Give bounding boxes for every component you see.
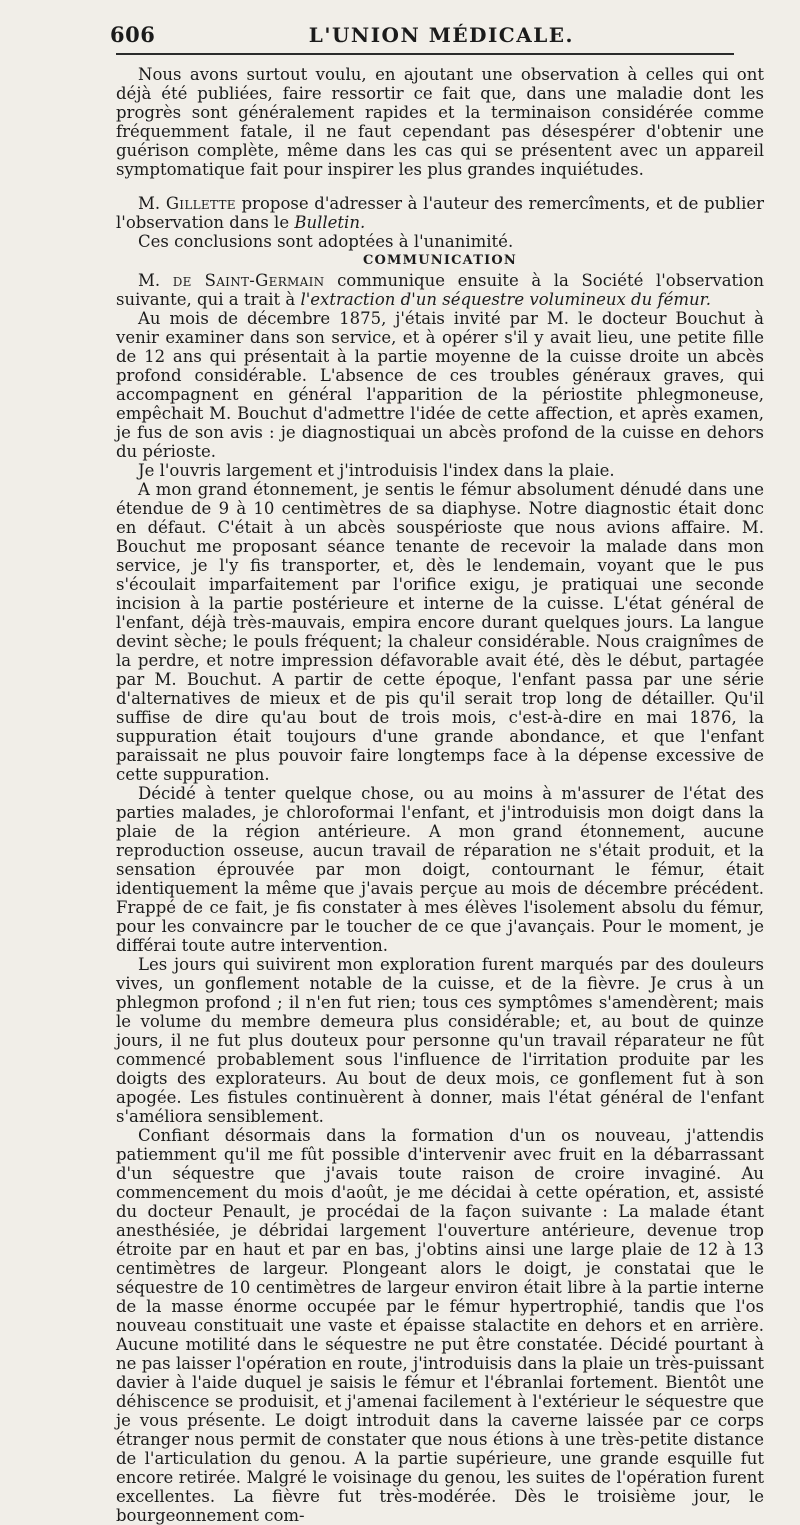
speaker-name: de Saint-Germain [172,271,325,290]
bulletin-title: Bulletin. [294,213,366,232]
page-header [110,22,764,47]
speaker-name: Gillette [165,194,236,213]
page-number: 606 [110,22,156,47]
paragraph: Les jours qui suivirent mon exploration furent marqués par des douleurs vives, un gonflement notable de la cuisse, et de la fièvre. Je crus à un phlegmon profond ; il n'en fut rien; tous ces symptômes s'amendèrent; mais le volume du membre demeura plus considérable; et, au bout de quinze jours, il ne fut plus douteux pour personne qu'un travail réparateur ne fût commencé probablement sous l'influence de l'irritation produite par les doigts des explorateurs. Au bout de deux mois, ce gonflement fut à son apogée. Les fistules continuèrent à donner, mais l'état général de l'enfant s'améliora sensiblement. [116,955,764,1126]
paragraph-text: communique ensuite à la Société l'observation suivante, qui a trait à [116,271,765,309]
monsieur-abbrev: M. [138,194,161,213]
paragraph: Je l'ouvris largement et j'introduisis l'index dans la plaie. [138,461,615,480]
paragraph: Nous avons surtout voulu, en ajoutant une observation à celles qui ont déjà été publiées, faire ressortir ce fait que, dans une maladie dont les progrès sont généralement rapides et la terminaison considérée comme fréquemment fatale, il ne faut cependant pas désespérer d'obtenir une guérison complète, même dans les cas qui se présentent avec un appareil symptomatique fait pour inspirer les plus grandes inquiétudes. [116,65,764,179]
paragraph: Ces conclusions sont adoptées à l'unanimité. [138,232,514,251]
section-heading: COMMUNICATION [362,253,518,268]
monsieur-abbrev: M. [138,271,161,290]
paragraph-gillette [116,194,764,232]
communication-title: l'extraction d'un séquestre volumineux du fémur. [300,290,711,309]
header-rule [116,53,734,55]
running-title: L'UNION MÉDICALE. [308,23,574,47]
paragraph: Confiant désormais dans la formation d'un os nouveau, j'attendis patiemment qu'il me fût possible d'intervenir avec fruit en la débarrassant d'un séquestre que j'avais toute raison de croire invaginé. Au commencement du mois d'août, je me décidai à cette opération, et, assisté du docteur Penault, je procédai de la façon suivante : La malade étant anesthésiée, je débridai largement l'ouverture antérieure, devenue trop étroite par en haut et par en bas, j'obtins ainsi une large plaie de 12 à 13 centimètres de largeur. Plongeant alors le doigt, je constatai que le séquestre de 10 centimètres de largeur environ était libre à la partie interne de la masse énorme occupée par le fémur hypertrophié, tandis que l'os nouveau constituait une vaste et épaisse stalactite en dehors et en arrière. Aucune motilité dans le séquestre ne put être constatée. Décidé pourtant à ne pas laisser l'opération en route, j'introduisis dans la plaie un très-puissant davier à l'aide duquel je saisis le fémur et l'ébranlai fortement. Bientôt une déhiscence se produisit, et j'amenai facilement à l'extérieur le séquestre que je vous présente. Le doigt introduit dans la caverne laissée par ce corps étranger nous permit de constater que nous étions à une très-petite distance de l'articulation du genou. A la partie supérieure, une grande esquille fut encore retirée. Malgré le voisinage du genou, les suites de l'opération furent excellentes. La fièvre fut très-modérée. Dès le troisième jour, le bourgeonnement com- [116,1126,764,1525]
paragraph: A mon grand étonnement, je sentis le fémur absolument dénudé dans une étendue de 9 à 10 centimètres de sa diaphyse. Notre diagnostic était donc en défaut. C'était à un abcès souspérioste que nous avions affaire. M. Bouchut me proposant séance tenante de recevoir la malade dans mon service, je l'y fis transporter, et, dès le lendemain, voyant que le pus s'écoulait imparfaitement par l'orifice exigu, je pratiquai une seconde incision à la partie postérieure et interne de la cuisse. L'état général de l'enfant, déjà très-mauvais, empira encore durant quelques jours. La langue devint sèche; le pouls fréquent; la chaleur considérable. Nous craignîmes de la perdre, et notre impression défavorable avait été, dès le début, partagée par M. Bouchut. A partir de cette époque, l'enfant passa par une série d'alternatives de mieux et de pis qu'il serait trop long de détailler. Qu'il suffise de dire qu'au bout de trois mois, c'est-à-dire en mai 1876, la suppuration était toujours d'une grande abondance, et que l'enfant paraissait ne plus pouvoir faire longtemps face à la dépense excessive de cette suppuration. [116,480,764,784]
article-body [116,65,764,1525]
paragraph: Décidé à tenter quelque chose, ou au moins à m'assurer de l'état des parties malades, je chloroformai l'enfant, et j'introduisis mon doigt dans la plaie de la région antérieure. A mon grand étonnement, aucune reproduction osseuse, aucun travail de réparation ne s'était produit, et la sensation éprouvée par mon doigt, contournant le fémur, était identiquement la même que j'avais perçue au mois de décembre précédent. Frappé de ce fait, je fis constater à mes élèves l'isolement absolu du fémur, pour les convaincre par le toucher de ce que j'avançais. Pour le moment, je différai toute autre intervention. [116,784,764,955]
paragraph: Au mois de décembre 1875, j'étais invité par M. le docteur Bouchut à venir examiner dans son service, et à opérer s'il y avait lieu, une petite fille de 12 ans qui présentait à la partie moyenne de la cuisse droite un abcès profond considérable. L'absence de ces troubles généraux graves, qui accompagnent en général l'apparition de la périostite phlegmoneuse, empêchait M. Bouchut d'admettre l'idée de cette affection, et après examen, je fus de son avis : je diagnostiquai un abcès profond de la cuisse en dehors du périoste. [116,309,764,461]
paragraph-gap [116,179,764,194]
paragraph-text: propose d'adresser à l'auteur des remercîments, et de publier l'observation dans le [116,194,765,232]
paragraph-saint-germain [116,271,764,309]
